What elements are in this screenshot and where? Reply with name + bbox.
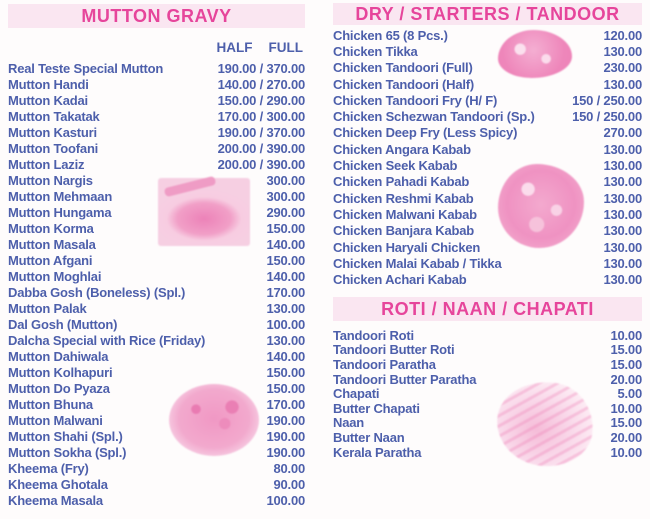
menu-item-row — [8, 396, 305, 412]
item-name: Mutton Malwani — [8, 412, 103, 428]
item-name: Mutton Kolhapuri — [8, 364, 113, 380]
mutton-gravy-title: MUTTON GRAVY — [81, 5, 232, 26]
item-name: Chicken Schezwan Tandoori (Sp.) — [333, 109, 535, 125]
item-price: 130.00 — [266, 332, 305, 348]
item-name: Chicken 65 (8 Pcs.) — [333, 27, 448, 43]
item-name: Chicken Achari Kabab — [333, 272, 467, 288]
item-price: 130.00 — [603, 76, 642, 92]
item-name: Chicken Angara Kabab — [333, 141, 471, 157]
item-name: Tandoori Roti — [333, 327, 414, 343]
item-price: 100.00 — [266, 316, 305, 332]
item-price: 130.00 — [603, 43, 642, 59]
item-price: 10.00 — [610, 444, 642, 460]
item-price: 140.00 — [266, 348, 305, 364]
menu-item-row — [333, 92, 642, 108]
menu-item-row — [8, 60, 305, 76]
item-price: 190.00 — [266, 444, 305, 460]
menu-item-row — [333, 43, 642, 59]
item-price: 150.00 / 290.00 — [217, 92, 305, 108]
menu-item-row — [8, 92, 305, 108]
item-name: Kheema Masala — [8, 492, 103, 508]
menu-item-row — [333, 60, 642, 76]
item-price: 130.00 — [603, 141, 642, 157]
item-price: 130.00 — [603, 272, 642, 288]
item-price: 170.00 — [266, 284, 305, 300]
item-name: Mutton Palak — [8, 300, 87, 316]
item-name: Chicken Malai Kabab / Tikka — [333, 255, 502, 271]
menu-item-row — [333, 343, 642, 358]
item-name: Real Teste Special Mutton — [8, 60, 164, 76]
menu-item-row — [8, 332, 305, 348]
item-price: 200.00 / 390.00 — [217, 140, 305, 156]
menu-item-row — [8, 444, 305, 460]
item-price: 140.00 — [266, 268, 305, 284]
menu-item-row — [8, 284, 305, 300]
item-name: Chicken Malwani Kabab — [333, 206, 477, 222]
menu-item-row — [8, 108, 305, 124]
item-price: 150.00 — [266, 380, 305, 396]
item-price: 150.00 — [266, 252, 305, 268]
item-name: Mutton Moghlai — [8, 268, 102, 284]
item-price: 190.00 / 370.00 — [217, 60, 305, 76]
menu-item-row — [8, 188, 305, 204]
menu-item-row — [8, 124, 305, 140]
item-price: 130.00 — [603, 174, 642, 190]
item-name: Chicken Banjara Kabab — [333, 223, 475, 239]
item-name: Chicken Tandoori Fry (H/ F) — [333, 92, 498, 108]
item-name: Mutton Dahiwala — [8, 348, 109, 364]
menu-item-row — [8, 268, 305, 284]
item-name: Mutton Nargis — [8, 172, 93, 188]
item-price: 130.00 — [603, 190, 642, 206]
item-name: Kerala Paratha — [333, 444, 422, 460]
item-name: Tandoori Paratha — [333, 356, 436, 372]
menu-item-row — [8, 492, 305, 508]
mutton-gravy-item-list — [8, 60, 305, 508]
item-price: 130.00 — [266, 300, 305, 316]
menu-item-row — [333, 255, 642, 271]
menu-item-row — [8, 140, 305, 156]
item-price: 170.00 — [266, 396, 305, 412]
item-price: 130.00 — [603, 239, 642, 255]
item-name: Chicken Deep Fry (Less Spicy) — [333, 125, 518, 141]
menu-item-row — [8, 156, 305, 172]
menu-item-row — [333, 223, 642, 239]
item-price: 10.00 — [610, 400, 642, 416]
item-price: 80.00 — [273, 460, 305, 476]
item-name: Butter Naan — [333, 429, 405, 445]
item-name: Tandoori Butter Roti — [333, 342, 455, 358]
roti-naan-header-band — [333, 297, 642, 321]
menu-item-row — [8, 204, 305, 220]
full-column-header: FULL — [268, 40, 303, 55]
item-price: 5.00 — [617, 386, 642, 402]
item-price: 230.00 — [603, 60, 642, 76]
item-name: Mutton Sokha (Spl.) — [8, 444, 127, 460]
menu-item-row — [8, 236, 305, 252]
menu-item-row — [333, 357, 642, 372]
menu-item-row — [333, 108, 642, 124]
menu-item-row — [8, 348, 305, 364]
item-price: 130.00 — [603, 223, 642, 239]
menu-item-row — [333, 430, 642, 445]
item-name: Mutton Afgani — [8, 252, 93, 268]
menu-item-row — [333, 141, 642, 157]
roti-naan-item-list — [333, 328, 642, 459]
menu-item-row — [333, 174, 642, 190]
item-name: Mutton Toofani — [8, 140, 99, 156]
menu-item-row — [333, 416, 642, 431]
item-name: Mutton Kasturi — [8, 124, 97, 140]
item-name: Mutton Kadai — [8, 92, 88, 108]
dry-starters-title: DRY / STARTERS / TANDOOR — [355, 3, 620, 24]
menu-item-row — [8, 316, 305, 332]
mutton-gravy-section — [8, 0, 305, 519]
menu-item-row — [333, 271, 642, 287]
item-name: Mutton Hungama — [8, 204, 112, 220]
item-price: 100.00 — [266, 492, 305, 508]
item-price: 90.00 — [273, 476, 305, 492]
item-price: 20.00 — [610, 371, 642, 387]
item-name: Kheema (Fry) — [8, 460, 89, 476]
menu-item-row — [8, 412, 305, 428]
item-name: Butter Chapati — [333, 400, 420, 416]
menu-item-row — [333, 386, 642, 401]
menu-item-row — [8, 76, 305, 92]
item-price: 130.00 — [603, 206, 642, 222]
item-price: 140.00 / 270.00 — [217, 76, 305, 92]
item-price: 200.00 / 390.00 — [217, 156, 305, 172]
item-name: Dabba Gosh (Boneless) (Spl.) — [8, 284, 186, 300]
menu-item-row — [8, 380, 305, 396]
menu-item-row — [333, 157, 642, 173]
item-price: 15.00 — [610, 415, 642, 431]
menu-item-row — [333, 76, 642, 92]
item-price: 150.00 — [266, 364, 305, 380]
menu-item-row — [8, 172, 305, 188]
item-name: Mutton Mehmaan — [8, 188, 113, 204]
item-name: Mutton Takatak — [8, 108, 100, 124]
item-name: Chicken Tandoori (Full) — [333, 60, 473, 76]
item-name: Mutton Laziz — [8, 156, 85, 172]
item-name: Chicken Haryali Chicken — [333, 239, 481, 255]
item-name: Mutton Shahi (Spl.) — [8, 428, 123, 444]
dry-starters-header-band — [333, 3, 642, 25]
item-name: Tandoori Butter Paratha — [333, 371, 477, 387]
item-name: Chicken Tandoori (Half) — [333, 76, 475, 92]
mutton-curry-bowl-photo — [158, 178, 250, 246]
item-price: 190.00 / 370.00 — [217, 124, 305, 140]
menu-item-row — [8, 300, 305, 316]
chicken-65-photo — [498, 30, 572, 78]
item-price: 130.00 — [603, 255, 642, 271]
item-name: Mutton Masala — [8, 236, 96, 252]
menu-item-row — [8, 220, 305, 236]
menu-item-row — [333, 190, 642, 206]
item-price: 10.00 — [610, 327, 642, 343]
kheema-rice-dish-photo — [169, 384, 259, 456]
menu-item-row — [8, 476, 305, 492]
menu-item-row — [333, 372, 642, 387]
item-price: 170.00 / 300.00 — [217, 108, 305, 124]
item-price: 190.00 — [266, 428, 305, 444]
item-name: Dalcha Special with Rice (Friday) — [8, 332, 206, 348]
item-price: 130.00 — [603, 158, 642, 174]
item-name: Chicken Pahadi Kabab — [333, 174, 470, 190]
menu-item-row — [333, 328, 642, 343]
item-name: Mutton Do Pyaza — [8, 380, 110, 396]
item-price: 300.00 — [266, 172, 305, 188]
item-name: Chicken Seek Kabab — [333, 158, 458, 174]
item-name: Naan — [333, 415, 364, 431]
mutton-gravy-header-band — [8, 4, 305, 28]
item-name: Mutton Korma — [8, 220, 94, 236]
item-price: 190.00 — [266, 412, 305, 428]
menu-item-row — [8, 428, 305, 444]
menu-item-row — [333, 445, 642, 460]
item-name: Kheema Ghotala — [8, 476, 108, 492]
right-menu-column — [333, 0, 642, 519]
item-price: 150.00 — [266, 220, 305, 236]
item-name: Mutton Bhuna — [8, 396, 93, 412]
menu-item-row — [333, 125, 642, 141]
dry-starters-item-list — [333, 27, 642, 288]
item-price: 15.00 — [610, 356, 642, 372]
half-full-column-headers — [217, 40, 304, 55]
item-price: 20.00 — [610, 429, 642, 445]
menu-item-row — [8, 460, 305, 476]
half-column-header: HALF — [216, 40, 253, 55]
item-name: Mutton Handi — [8, 76, 89, 92]
menu-item-row — [8, 252, 305, 268]
menu-item-row — [333, 401, 642, 416]
item-price: 290.00 — [266, 204, 305, 220]
menu-item-row — [333, 206, 642, 222]
menu-item-row — [333, 239, 642, 255]
roti-naan-title: ROTI / NAAN / CHAPATI — [381, 298, 594, 319]
menu-item-row — [8, 364, 305, 380]
item-price: 140.00 — [266, 236, 305, 252]
item-price: 270.00 — [603, 125, 642, 141]
item-name: Chicken Reshmi Kabab — [333, 190, 474, 206]
item-name: Chicken Tikka — [333, 43, 418, 59]
item-price: 150 / 250.00 — [572, 109, 642, 125]
item-name: Dal Gosh (Mutton) — [8, 316, 118, 332]
item-price: 150 / 250.00 — [572, 92, 642, 108]
item-price: 15.00 — [610, 342, 642, 358]
item-name: Chapati — [333, 386, 380, 402]
item-price: 300.00 — [266, 188, 305, 204]
menu-item-row — [333, 27, 642, 43]
item-price: 120.00 — [603, 27, 642, 43]
